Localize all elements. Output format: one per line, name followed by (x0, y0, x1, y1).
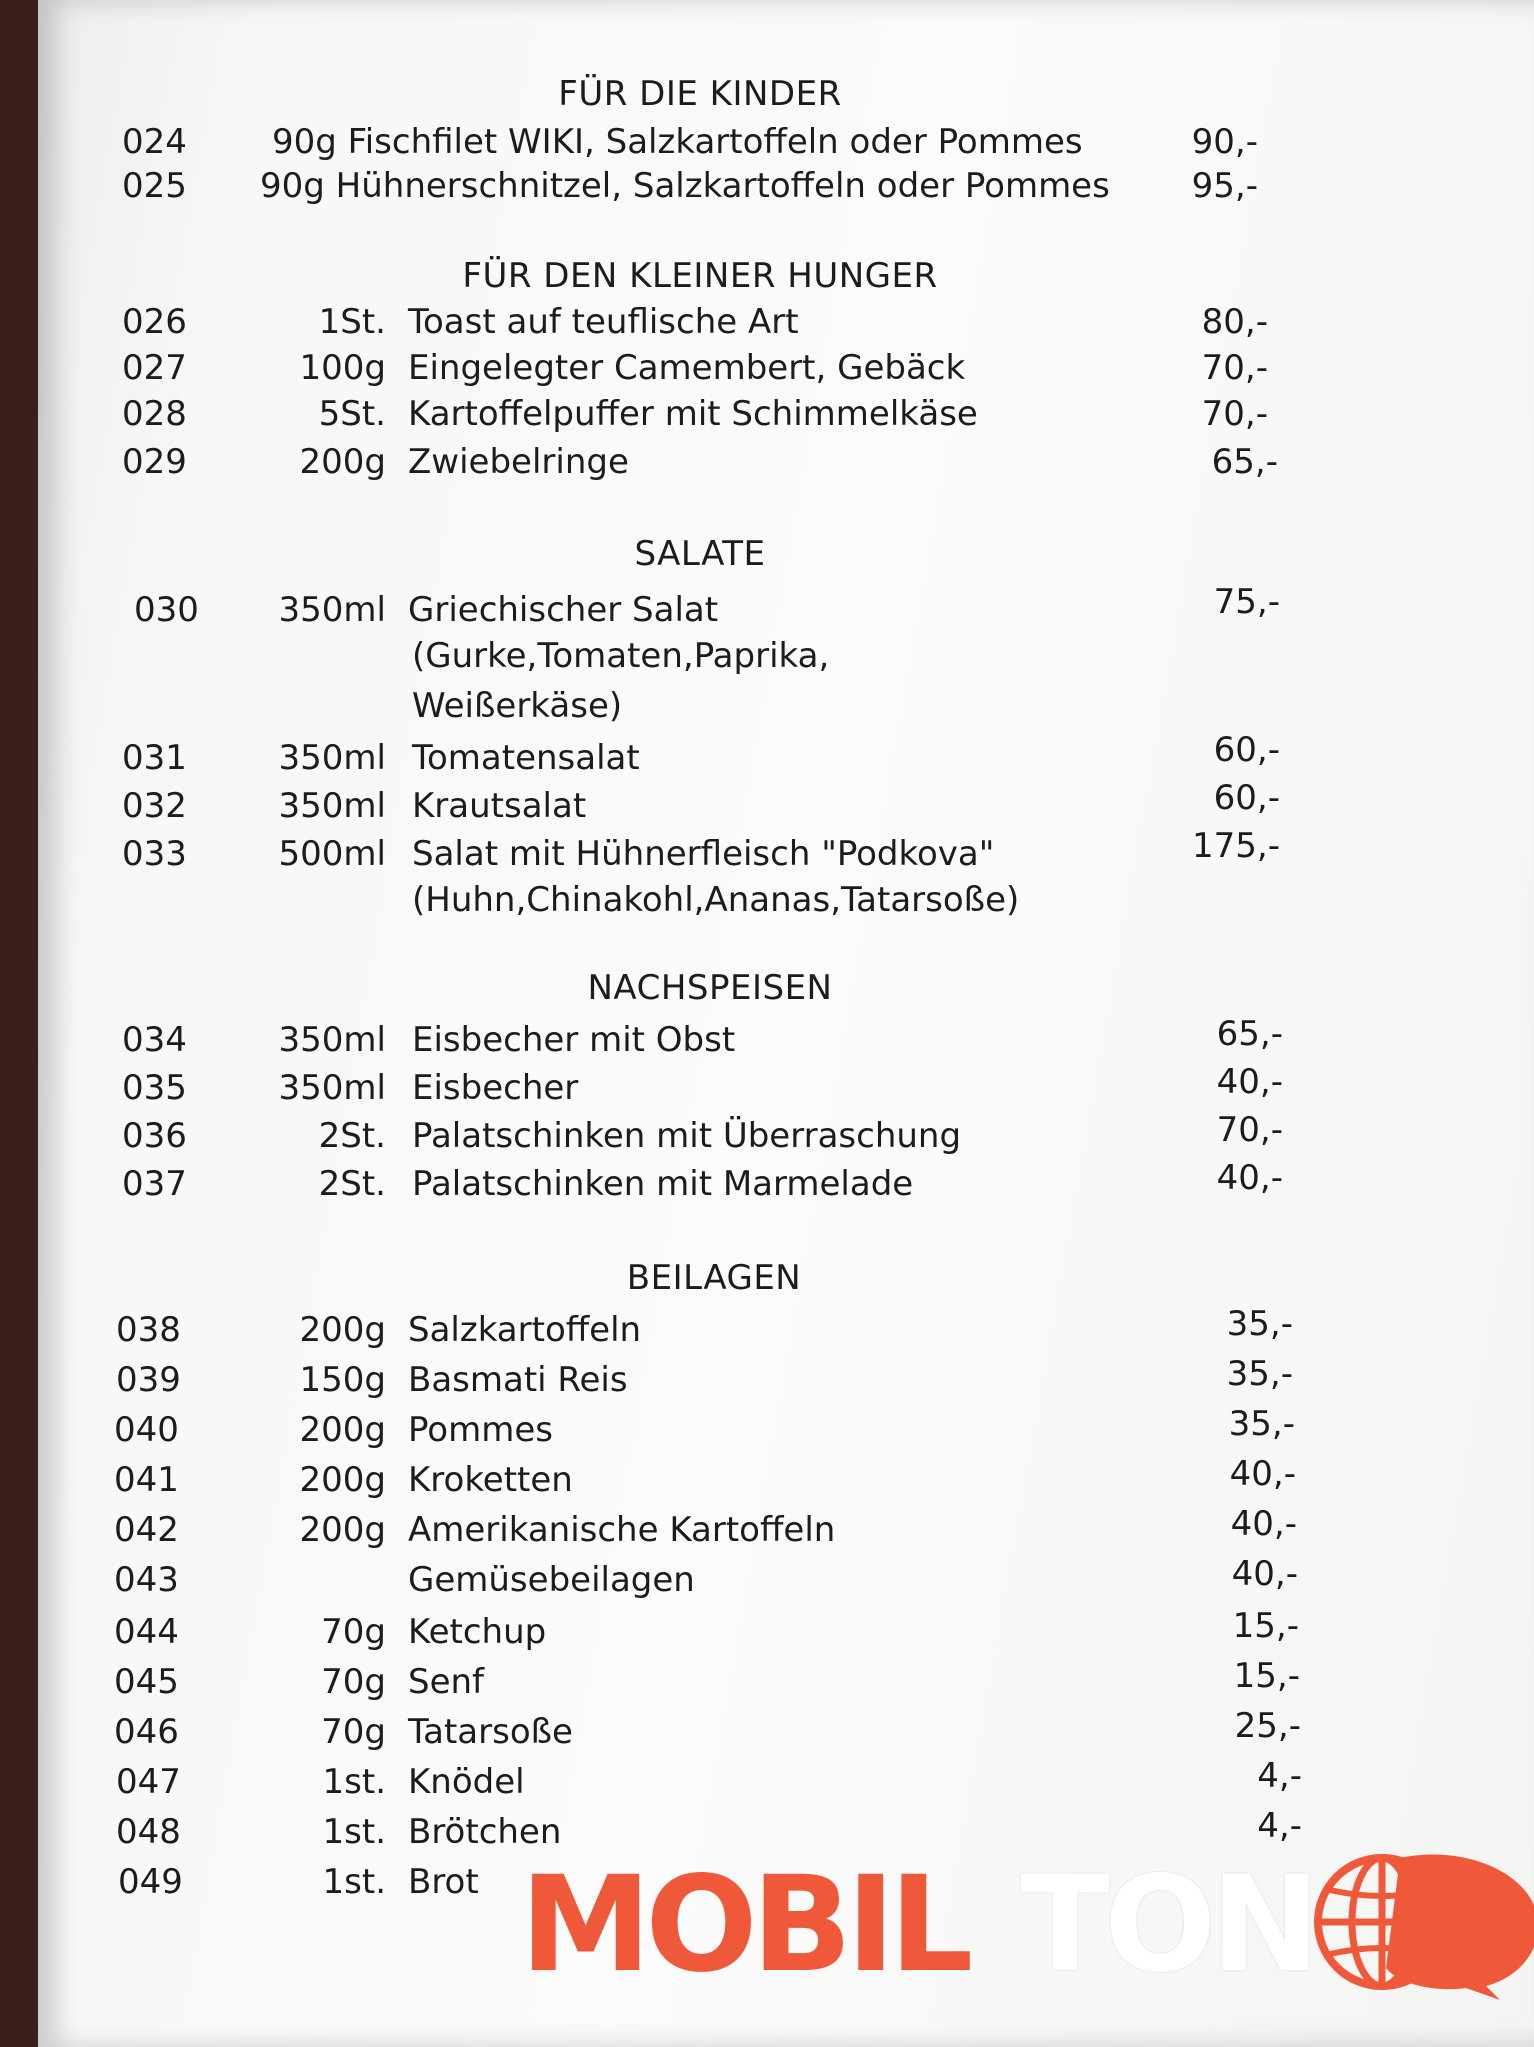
item-price: 35,- (1228, 1404, 1295, 1444)
watermark-text-mobil: MOBIL (520, 1848, 968, 2002)
item-name: Ketchup (408, 1612, 547, 1652)
item-quantity: 70g (321, 1712, 386, 1752)
item-code: 031 (122, 738, 187, 778)
menu-row (0, 1554, 1534, 1606)
item-name: Brot (408, 1862, 479, 1902)
menu-row (0, 1014, 1534, 1066)
item-code: 027 (122, 348, 187, 388)
item-quantity: 70g (321, 1662, 386, 1702)
item-price: 60,- (1213, 778, 1280, 818)
menu-row (0, 442, 1534, 488)
item-code: 045 (114, 1662, 179, 1702)
item-quantity: 350ml (278, 1020, 386, 1060)
menu-row (0, 1656, 1534, 1708)
item-name: Brötchen (408, 1812, 562, 1852)
item-name: Tatarsoße (408, 1712, 573, 1752)
menu-row (0, 778, 1534, 832)
item-quantity: 200g (299, 1310, 386, 1350)
menu-row (0, 826, 1534, 880)
menu-row (0, 1354, 1534, 1406)
item-price: 80,- (1201, 302, 1268, 342)
item-quantity: 200g (299, 442, 386, 482)
item-name: Salzkartoffeln (408, 1310, 642, 1350)
item-name: Kroketten (408, 1460, 573, 1500)
item-code: 030 (134, 590, 199, 630)
watermark-text-ton: TON (1020, 1848, 1315, 2002)
item-detail: Weißerkäse) (412, 686, 623, 726)
item-price: 4,- (1257, 1806, 1302, 1846)
item-code: 047 (116, 1762, 181, 1802)
item-quantity: 350ml (278, 738, 386, 778)
item-price: 15,- (1233, 1656, 1300, 1696)
item-price: 75,- (1213, 582, 1280, 622)
item-price: 4,- (1257, 1756, 1302, 1796)
item-price: 25,- (1234, 1706, 1301, 1746)
item-detail: (Huhn,Chinakohl,Ananas,Tatarsoße) (412, 880, 1020, 920)
item-name: Zwiebelringe (408, 442, 629, 482)
section-title-kinder: FÜR DIE KINDER (558, 74, 842, 114)
item-code: 039 (116, 1360, 181, 1400)
item-price: 175,- (1192, 826, 1280, 866)
item-quantity: 350ml (278, 590, 386, 630)
item-price: 40,- (1231, 1554, 1298, 1594)
menu-row (0, 1158, 1534, 1210)
item-name: Eisbecher (412, 1068, 579, 1108)
globe-icon (1290, 1850, 1534, 2000)
menu-row (0, 394, 1534, 440)
item-code: 028 (122, 394, 187, 434)
item-price: 70,- (1201, 348, 1268, 388)
menu-row (0, 166, 1534, 212)
item-quantity: 150g (299, 1360, 386, 1400)
item-name: Basmati Reis (408, 1360, 628, 1400)
item-name: Kartoffelpuffer mit Schimmelkäse (408, 394, 978, 434)
menu-row (0, 348, 1534, 394)
item-name: Palatschinken mit Überraschung (412, 1116, 962, 1156)
item-code: 049 (118, 1862, 183, 1902)
item-name: Amerikanische Kartoffeln (408, 1510, 836, 1550)
item-name: Eisbecher mit Obst (412, 1020, 736, 1060)
item-name: Griechischer Salat (408, 590, 719, 630)
item-price: 35,- (1226, 1354, 1293, 1394)
menu-row (0, 1504, 1534, 1556)
item-quantity: 200g (299, 1460, 386, 1500)
item-code: 038 (116, 1310, 181, 1350)
item-code: 032 (122, 786, 187, 826)
item-quantity: 2St. (318, 1164, 386, 1204)
item-code: 036 (122, 1116, 187, 1156)
item-price: 60,- (1213, 730, 1280, 770)
item-code: 037 (122, 1164, 187, 1204)
item-quantity: 2St. (318, 1116, 386, 1156)
item-name: Toast auf teuflische Art (408, 302, 799, 342)
item-name: Pommes (408, 1410, 553, 1450)
item-name: Eingelegter Camembert, Gebäck (408, 348, 966, 388)
menu-row (0, 730, 1534, 784)
section-title-beilagen: BEILAGEN (626, 1258, 802, 1298)
item-name: Salat mit Hühnerfleisch "Podkova" (412, 834, 995, 874)
item-code: 033 (122, 834, 187, 874)
item-quantity: 1st. (322, 1862, 386, 1902)
item-price: 95,- (1191, 166, 1258, 206)
item-name: Palatschinken mit Marmelade (412, 1164, 914, 1204)
item-price: 65,- (1216, 1014, 1283, 1054)
item-price: 35,- (1226, 1304, 1293, 1344)
item-quantity: 5St. (318, 394, 386, 434)
section-title-kleiner-hunger: FÜR DEN KLEINER HUNGER (462, 256, 938, 296)
item-code: 024 (122, 122, 187, 162)
item-quantity: 350ml (278, 786, 386, 826)
item-name: Tomatensalat (412, 738, 640, 778)
item-code: 034 (122, 1020, 187, 1060)
item-name: Krautsalat (412, 786, 587, 826)
item-quantity: 200g (299, 1410, 386, 1450)
item-description: 90g Fischfilet WIKI, Salzkartoffeln oder Pommes (272, 122, 1083, 162)
item-name: Senf (408, 1662, 485, 1702)
item-description: 90g Hühnerschnitzel, Salzkartoffeln oder Pommes (260, 166, 1110, 206)
item-quantity: 500ml (278, 834, 386, 874)
item-code: 026 (122, 302, 187, 342)
item-name: Gemüsebeilagen (408, 1560, 695, 1600)
item-quantity: 1St. (318, 302, 386, 342)
menu-row (0, 582, 1534, 636)
menu-row (0, 1756, 1534, 1808)
item-price: 70,- (1201, 394, 1268, 434)
menu-row (0, 302, 1534, 348)
mobilton-watermark (520, 1848, 1520, 2002)
menu-row (0, 122, 1534, 168)
item-price: 65,- (1211, 442, 1278, 482)
item-code: 035 (122, 1068, 187, 1108)
item-code: 041 (114, 1460, 179, 1500)
menu-row (0, 1404, 1534, 1456)
item-code: 046 (114, 1712, 179, 1752)
item-code: 043 (114, 1560, 179, 1600)
menu-row (0, 1454, 1534, 1506)
item-name: Knödel (408, 1762, 525, 1802)
menu-row (0, 1304, 1534, 1356)
item-price: 70,- (1216, 1110, 1283, 1150)
menu-row (0, 1110, 1534, 1162)
item-code: 040 (114, 1410, 179, 1450)
item-price: 90,- (1191, 122, 1258, 162)
item-price: 40,- (1230, 1504, 1297, 1544)
item-code: 042 (114, 1510, 179, 1550)
item-code: 025 (122, 166, 187, 206)
section-title-nachspeisen: NACHSPEISEN (587, 968, 833, 1008)
item-price: 40,- (1216, 1062, 1283, 1102)
section-title-salate: SALATE (634, 534, 766, 574)
item-quantity: 350ml (278, 1068, 386, 1108)
item-quantity: 70g (321, 1612, 386, 1652)
menu-row (0, 1062, 1534, 1114)
menu-row (0, 1606, 1534, 1658)
item-quantity: 1st. (322, 1812, 386, 1852)
item-code: 044 (114, 1612, 179, 1652)
item-quantity: 200g (299, 1510, 386, 1550)
menu-row (0, 1706, 1534, 1758)
item-price: 40,- (1216, 1158, 1283, 1198)
item-quantity: 100g (299, 348, 386, 388)
item-code: 048 (116, 1812, 181, 1852)
item-code: 029 (122, 442, 187, 482)
item-price: 40,- (1229, 1454, 1296, 1494)
item-detail: (Gurke,Tomaten,Paprika, (412, 636, 830, 676)
item-quantity: 1st. (322, 1762, 386, 1802)
item-price: 15,- (1232, 1606, 1299, 1646)
